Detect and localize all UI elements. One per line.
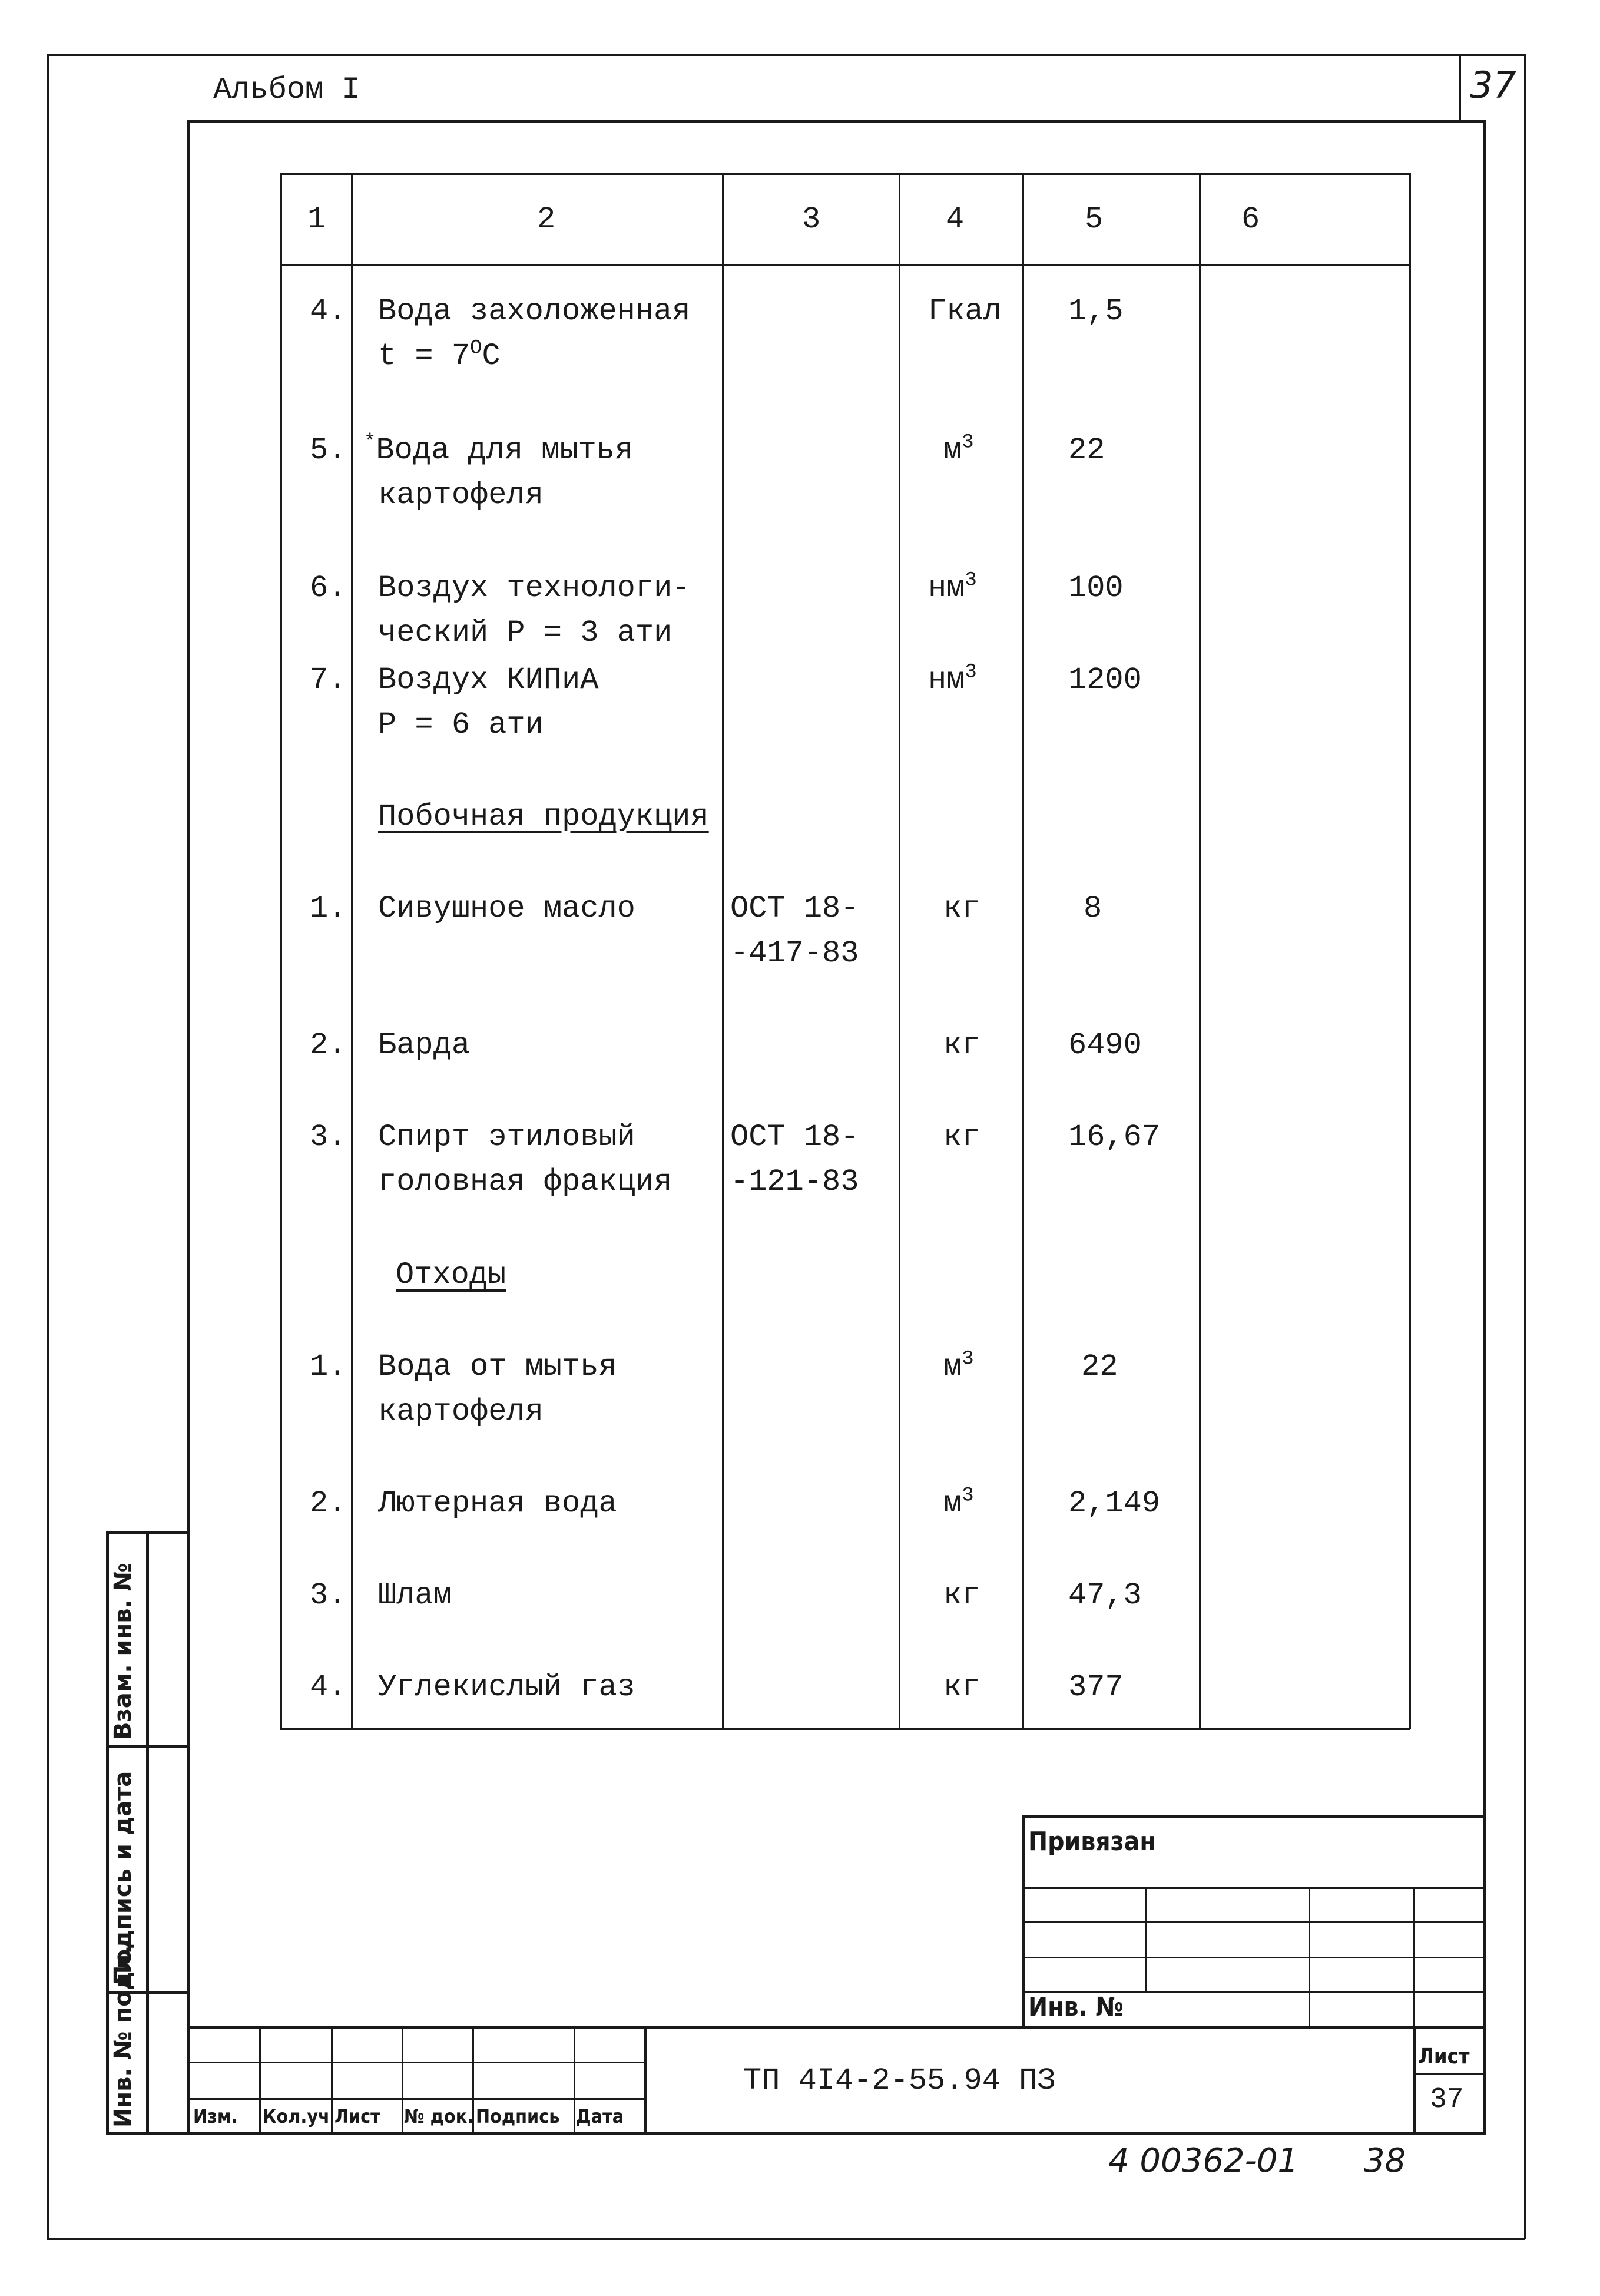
row-qty: 100 <box>1068 571 1124 606</box>
table-col-line <box>280 173 282 1729</box>
inner-frame-top <box>187 120 1486 123</box>
title-block-divider <box>644 2026 647 2133</box>
row-name-line2: ческий Р = 3 ати <box>378 616 673 650</box>
row-name: Воздух технологи- <box>378 571 691 606</box>
row-number: 2. <box>310 1028 347 1063</box>
row-qty: 1200 <box>1068 663 1142 697</box>
side-stamp-divider <box>106 1745 190 1748</box>
table-col-line <box>351 173 353 1729</box>
row-number: 4. <box>310 1670 347 1705</box>
row-name: Сивушное масло <box>378 891 635 926</box>
outer-frame-right <box>1524 54 1526 2239</box>
row-number: 6. <box>310 571 347 606</box>
album-title: Альбом I <box>213 72 360 107</box>
row-qty: 6490 <box>1068 1028 1142 1063</box>
binding-grid <box>1022 1887 1486 1889</box>
table-col-line <box>1022 173 1024 1729</box>
stamp-col-label: Подпись <box>476 2105 560 2128</box>
row-standard-line2: -121-83 <box>730 1164 859 1199</box>
row-qty: 1,5 <box>1068 294 1124 329</box>
row-name: Спирт этиловый <box>378 1120 635 1154</box>
row-unit: Гкал <box>928 294 1002 329</box>
row-name: Углекислый газ <box>378 1670 635 1705</box>
row-qty: 22 <box>1081 1349 1118 1384</box>
handwritten-page-number: 38 <box>1364 2142 1406 2180</box>
column-header: 3 <box>802 202 821 237</box>
table-bottom <box>280 1728 1410 1730</box>
document-code: ТП 4I4-2-55.94 ПЗ <box>743 2063 1056 2098</box>
side-stamp-inner <box>146 1531 149 2133</box>
row-name: Воздух КИПиА <box>378 663 599 697</box>
inner-frame-left <box>187 120 190 2135</box>
column-header: 2 <box>537 202 556 237</box>
sheet-number-handwritten: 37 <box>1470 64 1516 107</box>
binding-top <box>1022 1815 1486 1818</box>
title-block-grid <box>574 2026 575 2133</box>
binding-grid <box>1309 1887 1310 2029</box>
row-unit: $нм^3$ <box>928 569 977 606</box>
stamp-col-label: № док. <box>404 2105 474 2128</box>
column-header: 5 <box>1085 202 1104 237</box>
title-block-grid <box>259 2026 261 2133</box>
inner-frame-right <box>1483 120 1486 2135</box>
table-header-divider <box>280 264 1410 266</box>
row-unit: $м^3$ <box>943 1484 974 1521</box>
row-unit: кг <box>943 1670 980 1705</box>
table-col-line <box>1409 173 1411 1729</box>
column-header: 6 <box>1241 202 1260 237</box>
row-standard: ОСТ 18- <box>730 891 859 926</box>
column-header: 1 <box>307 202 326 237</box>
row-unit: $м^3$ <box>943 1348 974 1384</box>
row-standard-line2: -417-83 <box>730 936 859 971</box>
row-name: *Вода для мытья <box>364 431 634 468</box>
row-name-line2: головная фракция <box>378 1164 673 1199</box>
binding-grid <box>1022 1957 1486 1958</box>
row-name-line2: картофеля <box>378 1394 544 1429</box>
side-label-inv-orig: Инв. № подл. <box>110 1945 137 2128</box>
stamp-col-label: Дата <box>576 2105 624 2128</box>
table-col-line <box>722 173 724 1729</box>
sheet-number: 37 <box>1430 2084 1464 2116</box>
binding-grid <box>1413 1887 1415 2029</box>
section-heading-byproducts: Побочная продукция <box>378 799 709 834</box>
stamp-col-label: Изм. <box>193 2105 238 2128</box>
side-label-vzam-inv: Взам. инв. № <box>110 1563 137 1740</box>
title-block-grid <box>331 2026 333 2133</box>
table-col-line <box>1199 173 1201 1729</box>
section-heading-waste: Отходы <box>396 1258 506 1292</box>
handwritten-archive-code: 4 00362-01 <box>1108 2142 1299 2180</box>
header-sheet-box <box>1459 54 1461 120</box>
row-qty: 22 <box>1068 433 1105 468</box>
row-number: 4. <box>310 294 347 329</box>
row-unit: кг <box>943 1120 980 1154</box>
stamp-col-label: Лист <box>334 2105 380 2128</box>
row-number: 1. <box>310 891 347 926</box>
row-qty: 377 <box>1068 1670 1124 1705</box>
row-number: 2. <box>310 1486 347 1521</box>
table-col-line <box>899 173 900 1729</box>
row-number: 3. <box>310 1578 347 1613</box>
row-name: Барда <box>378 1028 471 1063</box>
column-header: 4 <box>946 202 965 237</box>
table-top <box>280 173 1410 175</box>
row-unit: $нм^3$ <box>928 661 977 697</box>
row-number: 3. <box>310 1120 347 1154</box>
row-name-line2: Р = 6 ати <box>378 707 544 742</box>
side-stamp-outer <box>106 1531 109 2133</box>
row-qty: 16,67 <box>1068 1120 1161 1154</box>
row-name-line2: $t = 7^OC$ <box>378 337 501 373</box>
binding-grid <box>1145 1887 1147 1991</box>
row-unit: кг <box>943 891 980 926</box>
binding-grid <box>1022 1921 1486 1923</box>
row-number: 7. <box>310 663 347 697</box>
row-unit: $м^3$ <box>943 431 974 468</box>
inner-frame-bottom <box>187 2132 1486 2135</box>
row-name: Вода от мытья <box>378 1349 617 1384</box>
title-block-top <box>187 2026 1486 2029</box>
row-name: Шлам <box>378 1578 452 1613</box>
row-unit: кг <box>943 1028 980 1063</box>
title-block-divider <box>1413 2026 1416 2133</box>
inventory-number-label: Инв. № <box>1028 1992 1124 2022</box>
stamp-col-label: Кол.уч <box>263 2105 330 2128</box>
row-standard: ОСТ 18- <box>730 1120 859 1154</box>
row-unit: кг <box>943 1578 980 1613</box>
side-label-sign-date: Подпись и дата <box>110 1771 137 1985</box>
outer-frame-top <box>47 54 1525 56</box>
title-block-grid <box>402 2026 403 2133</box>
row-name: Вода захоложенная <box>378 294 691 329</box>
row-number: 1. <box>310 1349 347 1384</box>
row-qty: 8 <box>1084 891 1102 926</box>
row-name-line2: картофеля <box>378 478 544 512</box>
sheet-label: Лист <box>1418 2044 1470 2069</box>
binding-label: Привязан <box>1028 1827 1156 1857</box>
row-name: Лютерная вода <box>378 1486 617 1521</box>
row-number: 5. <box>310 433 347 468</box>
row-qty: 47,3 <box>1068 1578 1142 1613</box>
outer-frame-bottom <box>47 2238 1525 2240</box>
side-stamp-bottom <box>106 2132 190 2135</box>
outer-frame-left <box>47 54 49 2239</box>
row-qty: 2,149 <box>1068 1486 1161 1521</box>
